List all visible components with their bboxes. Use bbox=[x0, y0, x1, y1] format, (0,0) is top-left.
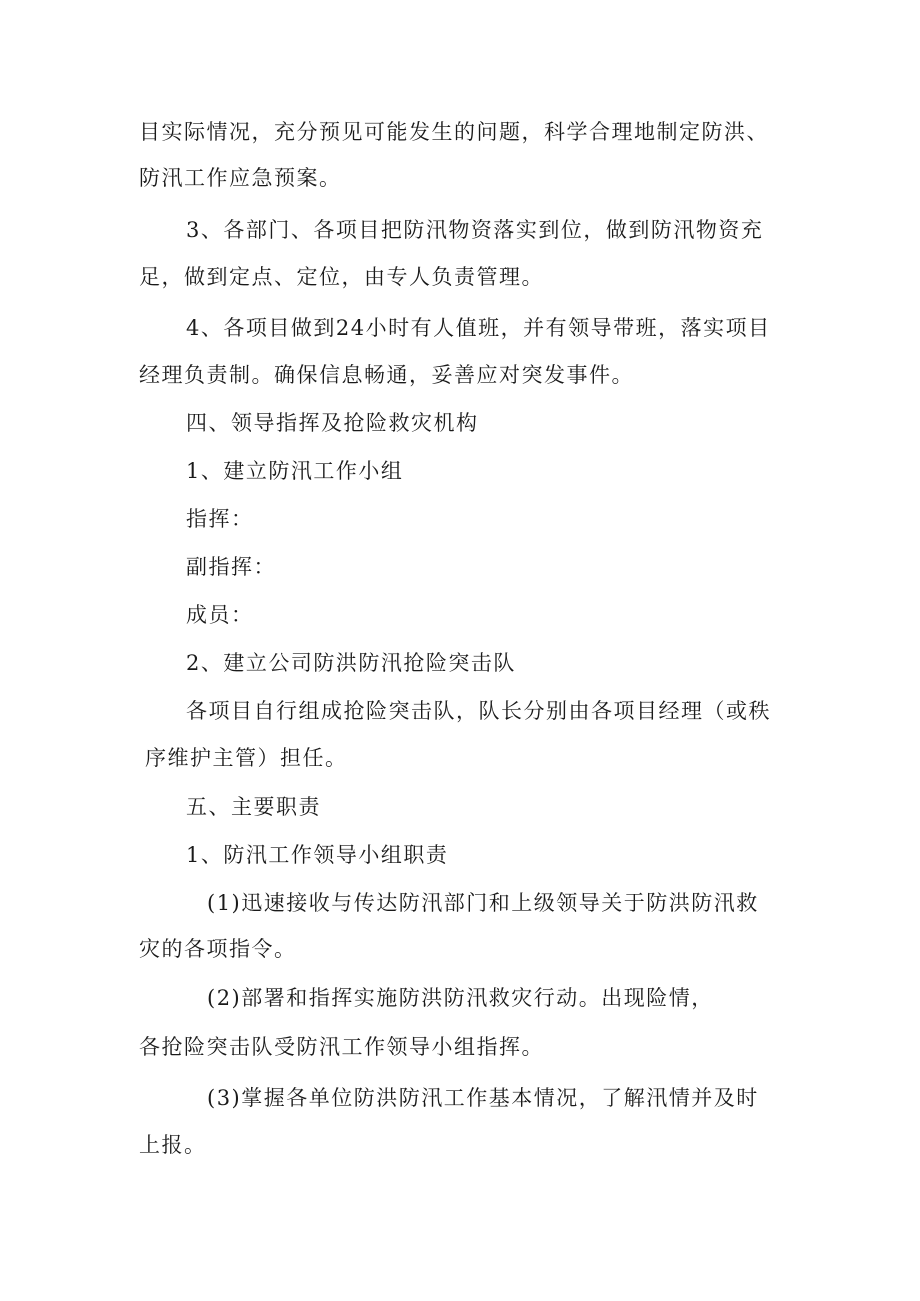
subsection-heading: 2、建立公司防洪防汛抢险突击队 bbox=[186, 651, 516, 675]
paragraph-line: (2)部署和指挥实施防洪防汛救灾行动。出现险情， bbox=[207, 986, 714, 1010]
section-heading: 五、主要职责 bbox=[186, 795, 321, 819]
field-label-members: 成员： bbox=[186, 603, 254, 627]
paragraph-line: 足，做到定点、定位，由专人负责管理。 bbox=[139, 265, 544, 289]
paragraph-line: 各抢险突击队受防汛工作领导小组指挥。 bbox=[139, 1035, 544, 1059]
paragraph-line: 上报。 bbox=[139, 1133, 207, 1157]
subsection-heading: 1、建立防汛工作小组 bbox=[186, 459, 404, 483]
paragraph-line: (3)掌握各单位防洪防汛工作基本情况，了解汛情并及时 bbox=[207, 1086, 759, 1110]
paragraph-line: 经理负责制。确保信息畅通，妥善应对突发事件。 bbox=[139, 363, 634, 387]
paragraph-line: 各项目自行组成抢险突击队，队长分别由各项目经理（或秩 bbox=[186, 699, 771, 723]
section-heading: 四、领导指挥及抢险救灾机构 bbox=[186, 411, 479, 435]
subsection-heading: 1、防汛工作领导小组职责 bbox=[186, 843, 449, 867]
field-label-commander: 指挥： bbox=[186, 507, 254, 531]
paragraph-line: 灾的各项指令。 bbox=[139, 937, 297, 961]
paragraph-line: 序维护主管）担任。 bbox=[145, 746, 348, 770]
paragraph-line: (1)迅速接收与传达防汛部门和上级领导关于防洪防汛救 bbox=[207, 891, 759, 915]
paragraph-line: 防汛工作应急预案。 bbox=[139, 166, 342, 190]
field-label-deputy-commander: 副指挥： bbox=[186, 555, 276, 579]
paragraph-line: 目实际情况，充分预见可能发生的问题，科学合理地制定防洪、 bbox=[139, 120, 769, 144]
paragraph-line: 4、各项目做到24小时有人值班，并有领导带班，落实项目 bbox=[186, 316, 771, 340]
paragraph-line: 3、各部门、各项目把防汛物资落实到位，做到防汛物资充 bbox=[186, 218, 764, 242]
